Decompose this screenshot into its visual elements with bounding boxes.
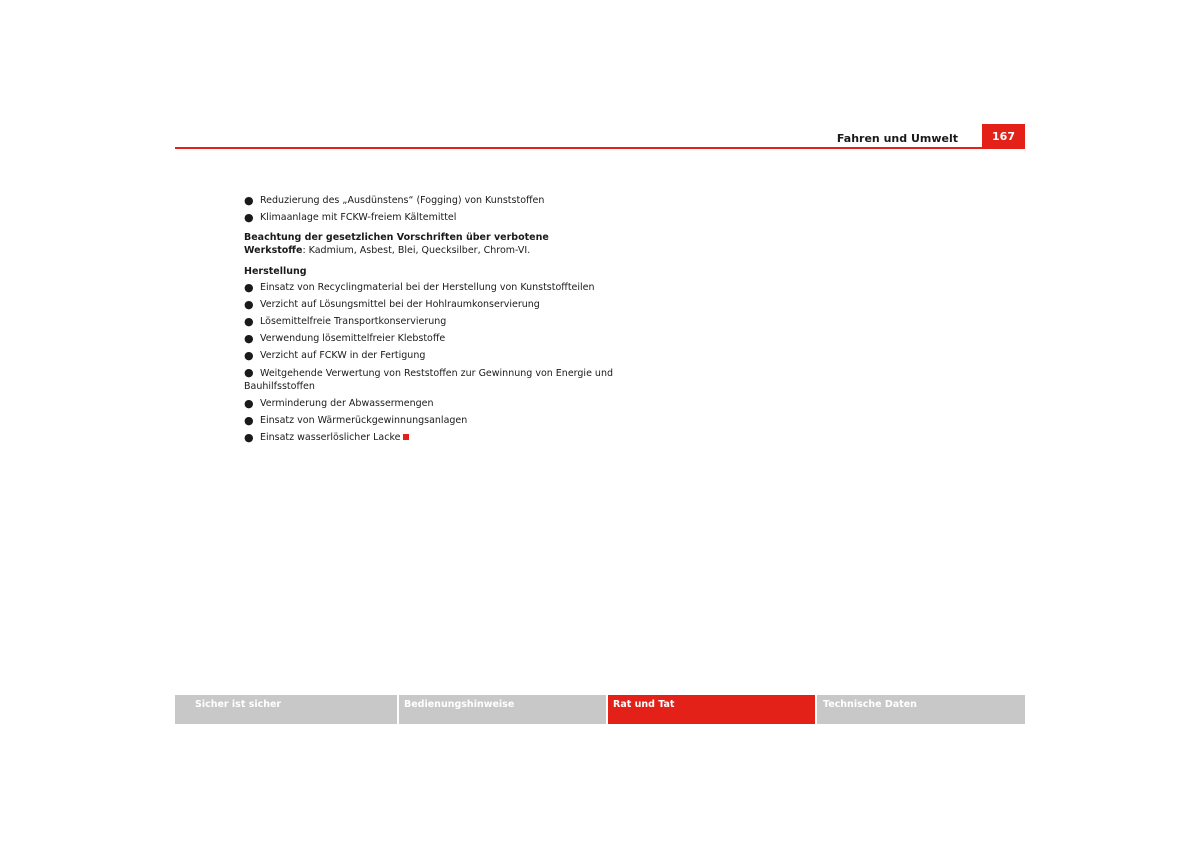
list-item-text: Einsatz wasserlöslicher Lacke bbox=[260, 432, 401, 443]
regulations-term: Werkstoffe bbox=[244, 245, 303, 256]
list-item-text: Reduzierung des „Ausdünstens“ (Fogging) von Kunststoffen bbox=[260, 195, 545, 206]
list-item bbox=[244, 211, 624, 224]
list-item bbox=[244, 397, 624, 410]
bullet-icon: ● bbox=[244, 211, 254, 224]
herstellung-heading: Herstellung bbox=[244, 266, 307, 277]
regulations-text bbox=[244, 244, 624, 257]
list-item bbox=[244, 431, 624, 444]
tab-rat-und-tat[interactable]: Rat und Tat bbox=[608, 695, 817, 724]
tab-technische-daten[interactable]: Technische Daten bbox=[817, 695, 1025, 724]
list-item bbox=[244, 332, 624, 345]
bullet-icon: ● bbox=[244, 194, 254, 207]
list-item-text: Verminderung der Abwassermengen bbox=[260, 398, 434, 409]
header-rule bbox=[175, 147, 1025, 149]
list-item-text: Klimaanlage mit FCKW-freiem Kältemittel bbox=[260, 212, 457, 223]
list-item-text: Verwendung lösemittelfreier Klebstoffe bbox=[260, 333, 446, 344]
list-item bbox=[244, 194, 624, 207]
list-item-text: Lösemittelfreie Transportkonservierung bbox=[260, 316, 447, 327]
chapter-tabs bbox=[175, 695, 1025, 724]
regulations-paragraph bbox=[244, 231, 624, 257]
list-item bbox=[244, 414, 624, 427]
bullet-icon: ● bbox=[244, 298, 254, 311]
section-title: Fahren und Umwelt bbox=[836, 132, 958, 145]
list-item-text: Einsatz von Recyclingmaterial bei der Herstellung von Kunststoffteilen bbox=[260, 282, 595, 293]
list-item bbox=[244, 349, 624, 362]
list-item-text: Weitgehende Verwertung von Reststoffen zur Gewinnung von Energie und Bauhilfsstoffen bbox=[244, 368, 614, 392]
list-item-text: Verzicht auf Lösungsmittel bei der Hohlraumkonservierung bbox=[260, 299, 540, 310]
tab-bedienungshinweise[interactable]: Bedienungshinweise bbox=[399, 695, 608, 724]
bullet-icon: ● bbox=[244, 414, 254, 427]
page-number: 167 bbox=[982, 124, 1025, 149]
list-item bbox=[244, 315, 624, 328]
list-item-text: Verzicht auf FCKW in der Fertigung bbox=[260, 350, 426, 361]
bullet-icon: ● bbox=[244, 315, 254, 328]
list-item bbox=[244, 298, 624, 311]
list-item-text: Einsatz von Wärmerückgewinnungsanlagen bbox=[260, 415, 468, 426]
page-content bbox=[244, 194, 624, 448]
bullet-icon: ● bbox=[244, 332, 254, 345]
regulations-materials: : Kadmium, Asbest, Blei, Quecksilber, Chrom-VI. bbox=[302, 245, 531, 256]
list-item bbox=[244, 366, 624, 393]
list-item bbox=[244, 281, 624, 294]
section-end-icon bbox=[403, 434, 409, 440]
tab-sicher-ist-sicher[interactable]: Sicher ist sicher bbox=[175, 695, 399, 724]
regulations-heading: Beachtung der gesetzlichen Vorschriften über verbotene bbox=[244, 232, 549, 243]
bullet-icon: ● bbox=[244, 349, 254, 362]
bullet-icon: ● bbox=[244, 281, 254, 294]
bullet-icon: ● bbox=[244, 366, 254, 379]
bullet-icon: ● bbox=[244, 397, 254, 410]
bullet-icon: ● bbox=[244, 431, 254, 444]
